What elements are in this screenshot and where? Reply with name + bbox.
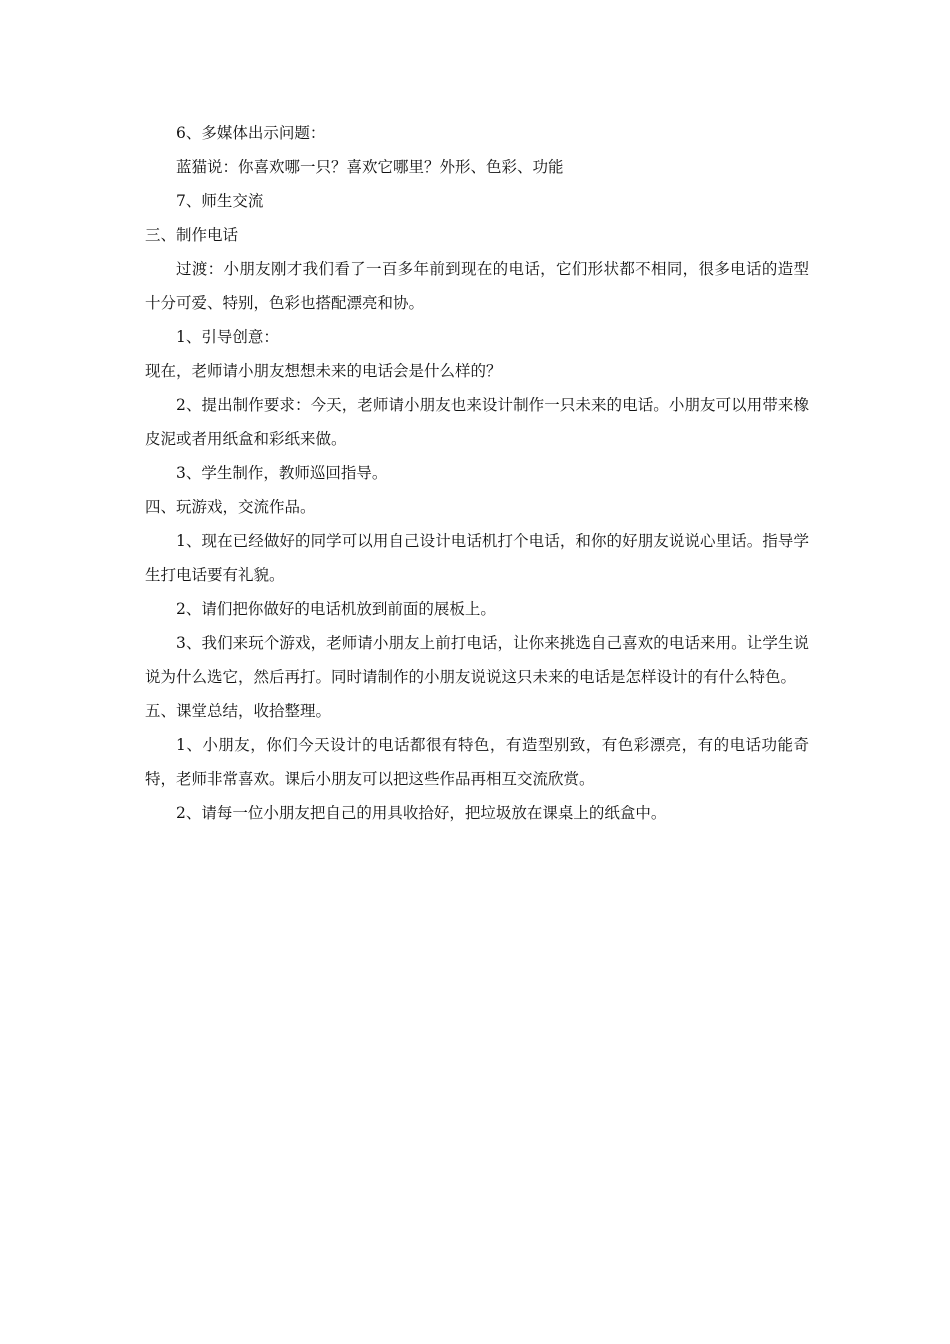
document-body bbox=[145, 116, 809, 830]
paragraph-display-board: 2、请们把你做好的电话机放到前面的展板上。 bbox=[176, 600, 496, 618]
paragraph-game: 3、我们来玩个游戏，老师请小朋友上前打电话，让你来挑选自己喜欢的电话来用。让学生说说为什么选它，然后再打。同时请制作的小朋友说说这只未来的电话是怎样设计的有什么特色。 bbox=[145, 634, 809, 686]
paragraph-student-making: 3、学生制作，教师巡回指导。 bbox=[176, 464, 388, 482]
paragraph-make-call: 1、现在已经做好的同学可以用自己设计电话机打个电话，和你的好朋友说说心里话。指导学生打电话要有礼貌。 bbox=[145, 532, 809, 584]
paragraph-summary-praise: 1、小朋友，你们今天设计的电话都很有特色，有造型别致，有色彩漂亮，有的电话功能奇特，老师非常喜欢。课后小朋友可以把这些作品再相互交流欣赏。 bbox=[145, 736, 809, 788]
paragraph-guide-creativity: 1、引导创意： bbox=[176, 328, 279, 346]
section-heading-make-phone: 三、制作电话 bbox=[145, 226, 239, 244]
paragraph-future-phone-question: 现在，老师请小朋友想想未来的电话会是什么样的？ bbox=[145, 362, 502, 380]
paragraph-making-requirements: 2、提出制作要求：今天，老师请小朋友也来设计制作一只未来的电话。小朋友可以用带来橡皮泥或者用纸盒和彩纸来做。 bbox=[145, 396, 809, 448]
paragraph-media-question: 6、多媒体出示问题： bbox=[176, 124, 326, 142]
section-heading-play-game: 四、玩游戏，交流作品。 bbox=[145, 498, 316, 516]
paragraph-teacher-student-exchange: 7、师生交流 bbox=[176, 192, 264, 210]
paragraph-transition: 过渡：小朋友刚才我们看了一百多年前到现在的电话，它们形状都不相同，很多电话的造型十分可爱、特别，色彩也搭配漂亮和协。 bbox=[145, 260, 809, 312]
paragraph-clean-up: 2、请每一位小朋友把自己的用具收拾好，把垃圾放在课桌上的纸盒中。 bbox=[176, 804, 667, 822]
paragraph-bluecat-says: 蓝猫说：你喜欢哪一只？喜欢它哪里？外形、色彩、功能 bbox=[176, 158, 564, 176]
section-heading-summary: 五、课堂总结，收拾整理。 bbox=[145, 702, 332, 720]
